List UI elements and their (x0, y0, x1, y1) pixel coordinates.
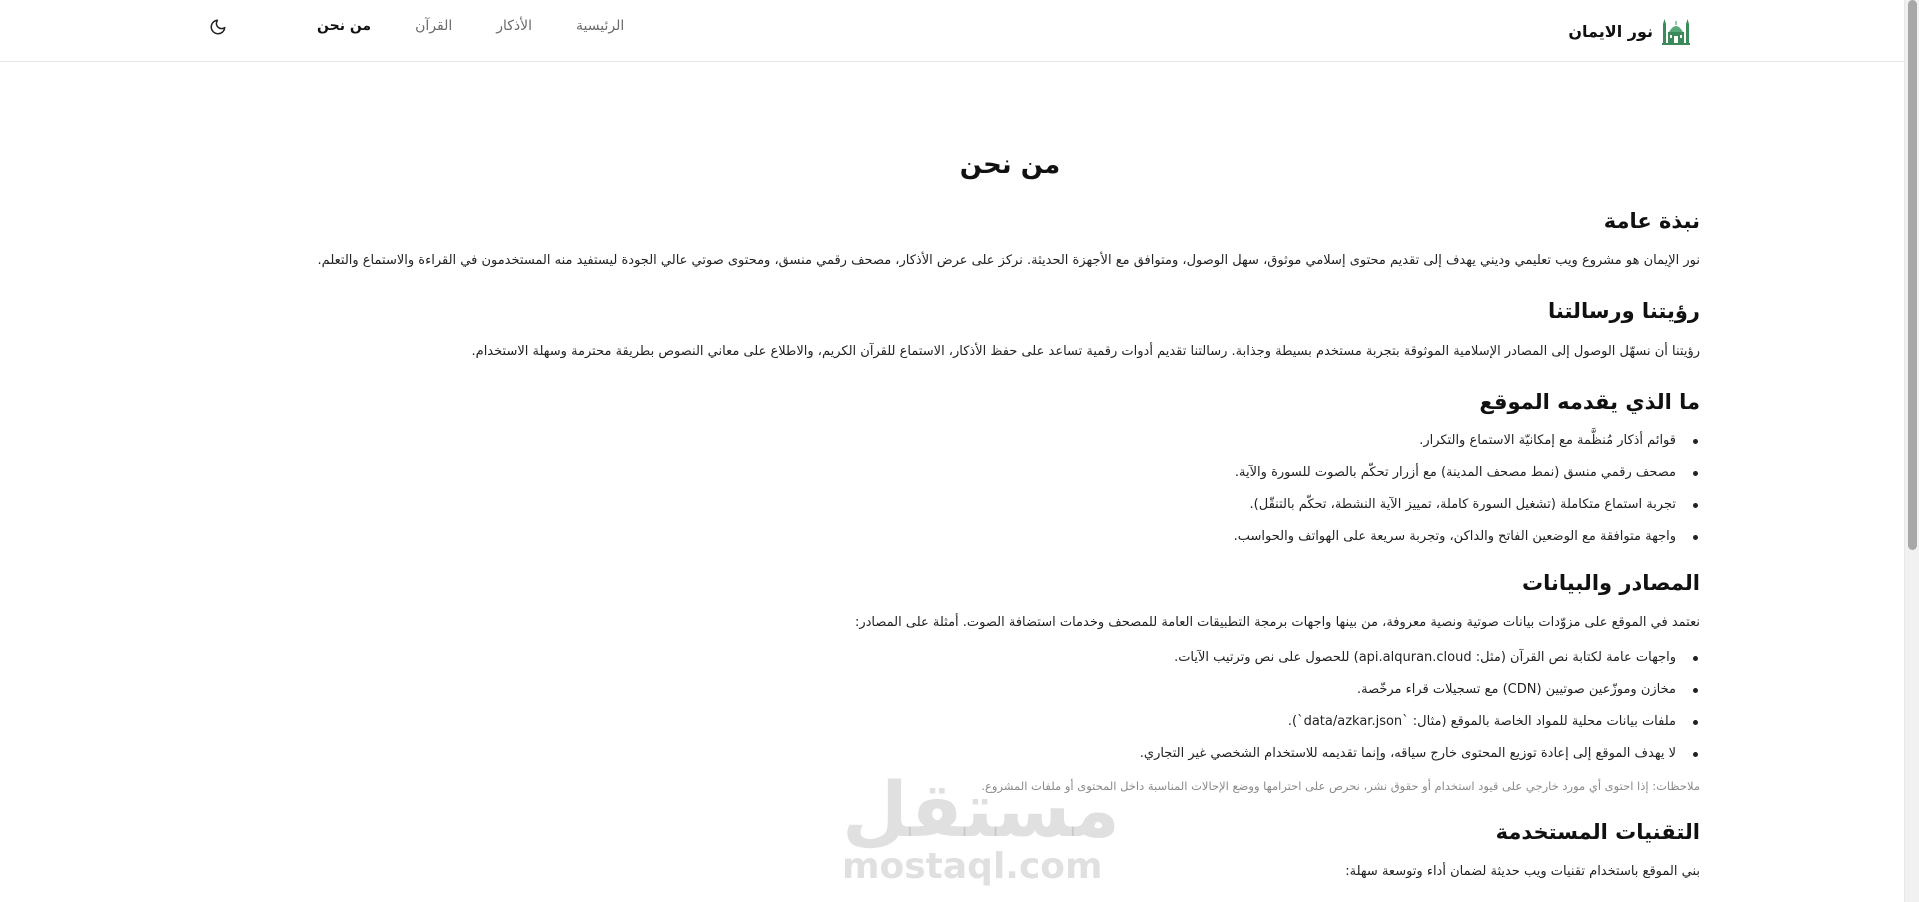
list-item: واجهة متوافقة مع الوضعين الفاتح والداكن، وتجربة سريعة على الهواتف والحواسب. (1234, 527, 1676, 559)
sources-note: ملاحظات: إذا احتوى أي مورد خارجي على قيود استخدام أو حقوق نشر، نحرص على احترامها ووضع الإحالات المناسبة داخل المحتوى أو ملفات المشروع. (981, 779, 1700, 793)
list-item: مصحف رقمي منسق (نمط مصحف المدينة) مع أزرار تحكّم بالصوت للسورة والآية. (1234, 463, 1676, 495)
list-item: ملفات بيانات محلية للمواد الخاصة بالموقع (مثال: `data/azkar.json`). (1140, 712, 1676, 744)
list-item: قوائم أذكار مُنظَّمة مع إمكانيّة الاستماع والتكرار. (1234, 431, 1676, 463)
nav-azkar[interactable]: الأذكار (496, 18, 533, 34)
mosque-logo-icon (1661, 16, 1691, 46)
brand[interactable] (1568, 16, 1691, 46)
list-item: تجربة استماع متكاملة (تشغيل السورة كاملة، تمييز الآية النشطة، تحكّم بالتنقّل). (1234, 495, 1676, 527)
main-nav (273, 18, 624, 34)
sources-list (1140, 648, 1700, 776)
section-title-offers: ما الذي يقدمه الموقع (1479, 390, 1700, 414)
section-title-vision: رؤيتنا ورسالتنا (1548, 299, 1700, 323)
list-item: مخازن وموزّعين صوتيين (CDN) مع تسجيلات قراء مرخّصة. (1140, 680, 1676, 712)
brand-name: نور الايمان (1568, 21, 1653, 41)
section-title-sources: المصادر والبيانات (1522, 571, 1700, 595)
watermark-arabic: مستقل (842, 765, 1120, 854)
vertical-scrollbar[interactable] (1904, 0, 1919, 902)
list-item: لا يهدف الموقع إلى إعادة توزيع المحتوى خارج سياقه، وإنما تقديمه للاستخدام الشخصي غير التجاري. (1140, 744, 1676, 776)
nav-quran[interactable]: القرآن (415, 18, 453, 34)
page-title: من نحن (959, 150, 1061, 180)
sources-intro: نعتمد في الموقع على مزوّدات بيانات صوتية ونصية معروفة، من بينها واجهات برمجة التطبيقات العامة للمصحف وخدمات استضافة الصوت. أمثلة على المصادر: (854, 615, 1700, 630)
watermark-latin: mostaql.com (842, 846, 1103, 887)
nav-about[interactable]: من نحن (317, 18, 372, 34)
scrollbar-thumb[interactable] (1908, 0, 1917, 550)
section-title-tech: التقنيات المستخدمة (1495, 820, 1700, 844)
section-title-overview: نبذة عامة (1603, 209, 1700, 233)
offers-list (1234, 431, 1700, 559)
vision-text: رؤيتنا أن نسهّل الوصول إلى المصادر الإسلامية الموثوقة بتجربة مستخدم بسيطة وجذابة. رسالتنا تقديم أدوات رقمية تساعد على حفظ الأذكار، الاستماع للقرآن الكريم، والاطلاع على معاني النصوص بطريقة محترمة وسهلة الاستخدام. (471, 344, 1700, 359)
list-item: واجهات عامة لكتابة نص القرآن (مثل: api.alquran.cloud) للحصول على نص وترتيب الآيات. (1140, 648, 1676, 680)
moon-icon[interactable] (209, 18, 229, 38)
tech-intro: بني الموقع باستخدام تقنيات ويب حديثة لضمان أداء وتوسعة سهلة: (1345, 864, 1700, 879)
nav-home[interactable]: الرئيسية (576, 18, 625, 34)
top-navbar (0, 0, 1904, 62)
overview-text: نور الإيمان هو مشروع ويب تعليمي وديني يهدف إلى تقديم محتوى إسلامي موثوق، سهل الوصول، ومتوافق مع الأجهزة الحديثة. نركز على عرض الأذكار، مصحف رقمي منسق، ومحتوى صوتي عالي الجودة ليستفيد منه المستخدمون في القراءة والاستماع والتعلم. (317, 253, 1700, 268)
